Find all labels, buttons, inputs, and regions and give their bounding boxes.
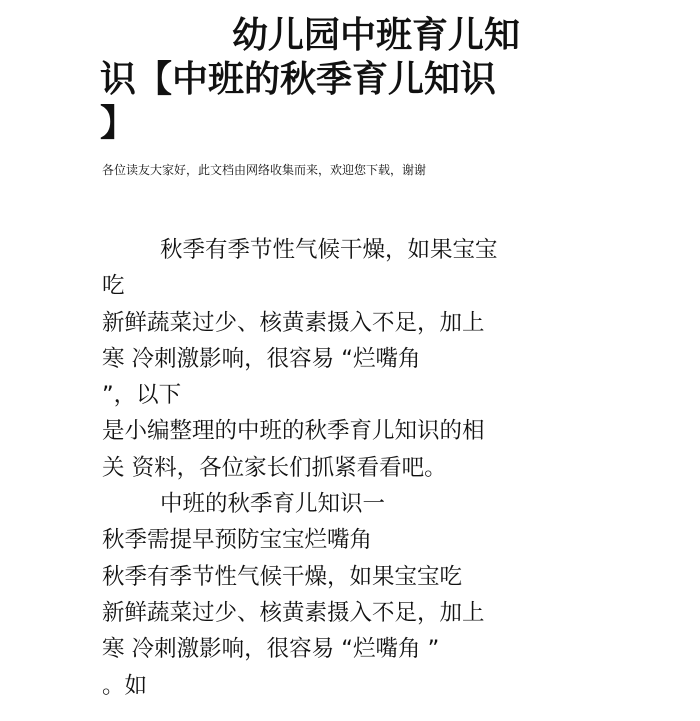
body-line: 吃	[102, 273, 125, 300]
title-line: 】	[100, 103, 137, 144]
body-line: 新鲜蔬菜过少、核黄素摄入不足，加上	[102, 599, 485, 626]
body-line: ”，以下	[102, 382, 182, 409]
body-line: 秋季有季节性气候干燥，如果宝宝吃	[102, 563, 463, 590]
document-title	[100, 14, 570, 146]
body-line: 秋季需提早预防宝宝烂嘴角	[102, 527, 373, 554]
title-line: 识【中班的秋季育儿知识	[100, 59, 497, 100]
body-line: 是小编整理的中班的秋季育儿知识的相	[102, 418, 485, 445]
article-body	[102, 232, 582, 704]
download-note: 各位读友大家好，此文档由网络收集而来，欢迎您下载，谢谢	[102, 163, 427, 177]
body-line: 秋季有季节性气候干燥，如果宝宝	[160, 237, 498, 263]
body-line: 寒 冷刺激影响，很容易 “烂嘴角 ”	[102, 636, 440, 663]
body-line: 寒 冷刺激影响，很容易 “烂嘴角	[102, 345, 421, 372]
body-line: 。如	[102, 672, 148, 699]
title-line: 幼儿园中班育儿知	[232, 15, 521, 56]
section-heading: 中班的秋季育儿知识一	[160, 491, 386, 518]
body-line: 关 资料，各位家长们抓紧看看吧。	[102, 454, 447, 481]
body-line: 新鲜蔬菜过少、核黄素摄入不足，加上	[102, 309, 485, 336]
